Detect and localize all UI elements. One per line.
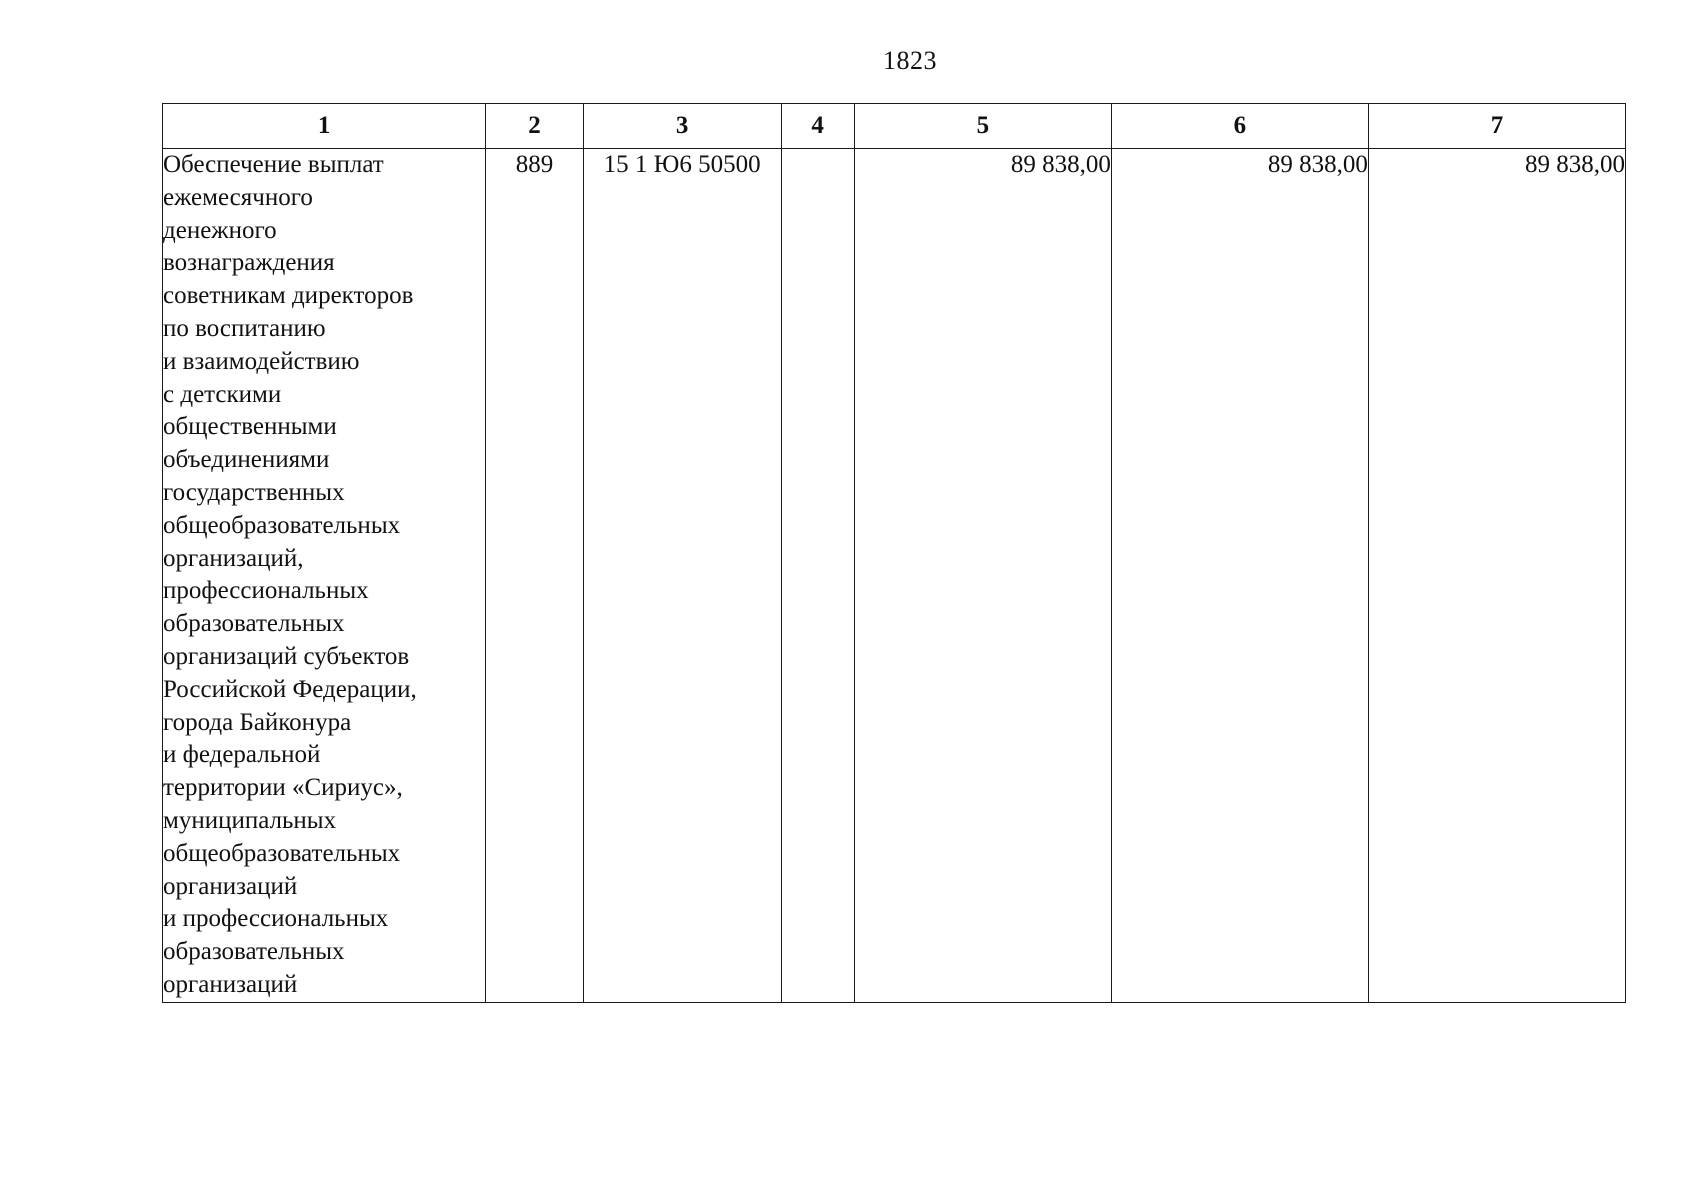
header-col-2: 2 [486,104,583,149]
row-col-6-cell: 89 838,00 [1111,149,1368,1003]
name-line: общественными [163,413,337,441]
name-line: организаций субъектов [163,642,410,670]
row-col-3-cell: 15 1 Ю6 50500 [583,149,781,1003]
name-line: советникам директоров [163,282,414,310]
name-line: города Байконура [163,708,352,736]
name-line: общеобразовательных [163,511,401,539]
name-line: территории «Сириус», [163,774,403,802]
name-line: образовательных [163,610,345,638]
header-col-1: 1 [163,104,486,149]
page-number: 1823 [883,46,937,75]
row-col-5-cell: 89 838,00 [854,149,1111,1003]
name-line: Обеспечение выплат [163,151,384,178]
name-line: организаций [163,872,298,900]
row-col-2-cell: 889 [486,149,583,1003]
header-col-4: 4 [781,104,854,149]
name-line: муниципальных [163,806,337,834]
table-header-row [163,104,1626,149]
name-line: образовательных [163,938,345,966]
header-col-5: 5 [854,104,1111,149]
header-col-3: 3 [583,104,781,149]
name-line: профессиональных [163,577,369,605]
name-line: и взаимодействию [163,347,360,375]
name-line: организаций [163,970,298,998]
budget-table [162,103,1626,1003]
name-line: денежного [163,216,277,244]
name-line: ежемесячного [163,183,313,211]
name-line: Российской Федерации, [163,675,417,703]
name-line: объединениями [163,446,330,474]
header-col-6: 6 [1111,104,1368,149]
name-line: по воспитанию [163,314,326,342]
row-name-cell [163,149,486,1003]
name-line: вознаграждения [163,249,335,277]
row-col-7-cell: 89 838,00 [1368,149,1625,1003]
name-line: с детскими [163,380,282,408]
row-col-4-cell [781,149,854,1003]
table-row [163,149,1626,1003]
name-line: и профессиональных [163,905,389,933]
name-line: государственных [163,478,345,506]
name-line: организаций, [163,544,304,572]
name-line: общеобразовательных [163,839,401,867]
header-col-7: 7 [1368,104,1625,149]
name-line: и федеральной [163,741,321,769]
